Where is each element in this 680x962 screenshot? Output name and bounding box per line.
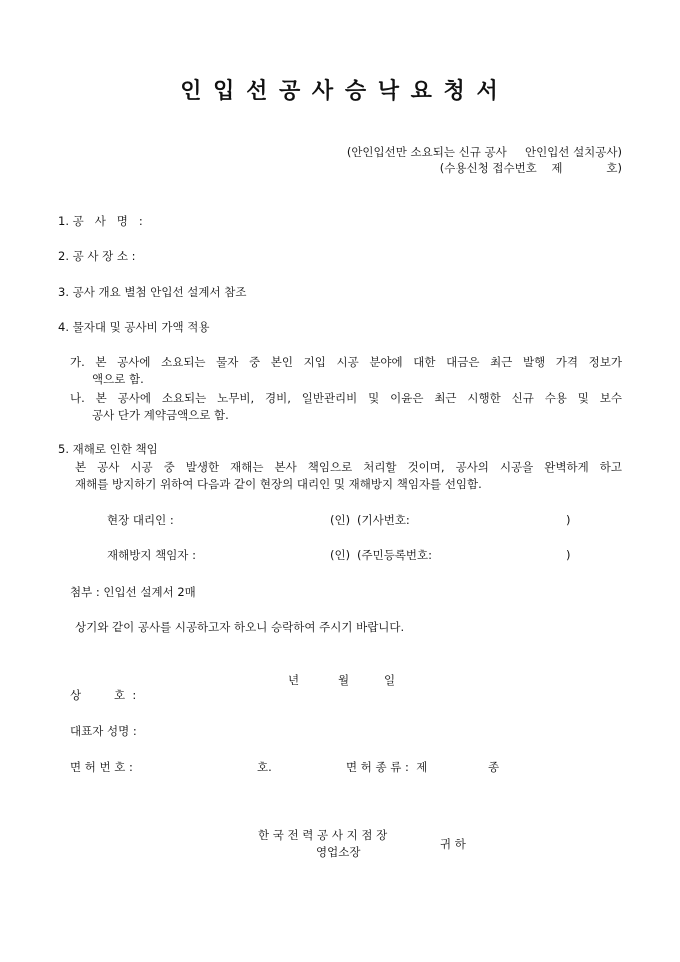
item-5-line-1: 본 공사 시공 중 발생한 재해는 본사 책임으로 처리할 것이며, 공사의 시공을 완벽하게 하고 bbox=[75, 460, 622, 474]
safety-manager-id-number: (주민등록번호: bbox=[357, 548, 433, 562]
date-month: 월 bbox=[338, 673, 350, 687]
site-agent-seal: (인) bbox=[330, 513, 351, 527]
site-agent-license-number: (기사번호: bbox=[357, 513, 410, 527]
item-1-project-name: 1. 공 사 명 : bbox=[58, 214, 143, 228]
header-line-1: (안인입선만 소요되는 신규 공사 안인입선 설치공사) bbox=[346, 145, 622, 159]
license-type-label: 면 허 종 류 : 제 bbox=[346, 760, 428, 774]
attachment-note: 첨부 : 인입선 설계서 2매 bbox=[70, 585, 196, 599]
safety-manager-close: ) bbox=[566, 548, 571, 562]
document-title: 인 입 선 공 사 승 낙 요 청 서 bbox=[180, 79, 500, 104]
request-sentence: 상기와 같이 공사를 시공하고자 하오니 승락하여 주시기 바랍니다. bbox=[75, 620, 405, 634]
license-number-ho: 호. bbox=[257, 760, 272, 774]
safety-manager-seal: (인) bbox=[330, 548, 351, 562]
item-4a-line-2: 액으로 함. bbox=[92, 372, 144, 386]
item-2-project-site: 2. 공 사 장 소 : bbox=[58, 249, 136, 263]
addressee-office: 영업소장 bbox=[316, 845, 361, 859]
license-number-label: 면 허 번 호 : bbox=[70, 760, 133, 774]
item-4b-line-1: 나. 본 공사에 소요되는 노무비, 경비, 일반관리비 및 이윤은 최근 시행한 신규 수용 및 보수 bbox=[70, 391, 622, 405]
site-agent-close: ) bbox=[566, 513, 571, 527]
company-name-label: 상 호 : bbox=[70, 688, 137, 702]
item-5-line-2: 재해를 방지하기 위하여 다음과 같이 현장의 대리인 및 재해방지 책임자를 선임함. bbox=[75, 477, 482, 491]
header-line-2: (수용신청 접수번호 제 호) bbox=[439, 161, 622, 175]
representative-label: 대표자 성명 : bbox=[70, 724, 137, 738]
safety-manager-label: 재해방지 책임자 : bbox=[107, 548, 196, 562]
date-day: 일 bbox=[384, 673, 396, 687]
item-4a-line-1: 가. 본 공사에 소요되는 물자 중 본인 지입 시공 분야에 대한 대금은 최근 발행 가격 정보가 bbox=[70, 355, 622, 369]
addressee-honorific: 귀 하 bbox=[440, 837, 466, 851]
item-4b-line-2: 공사 단가 계약금액으로 함. bbox=[92, 408, 229, 422]
item-5-liability: 5. 재해로 인한 책임 bbox=[58, 442, 158, 456]
site-agent-label: 현장 대리인 : bbox=[107, 513, 174, 527]
license-type-jong: 종 bbox=[488, 760, 500, 774]
date-year: 년 bbox=[288, 673, 300, 687]
item-3-overview: 3. 공사 개요 별첨 안입선 설계서 참조 bbox=[58, 285, 247, 299]
item-4-pricing: 4. 물자대 및 공사비 가액 적용 bbox=[58, 320, 210, 334]
addressee-organization: 한 국 전 력 공 사 지 점 장 bbox=[258, 828, 388, 842]
